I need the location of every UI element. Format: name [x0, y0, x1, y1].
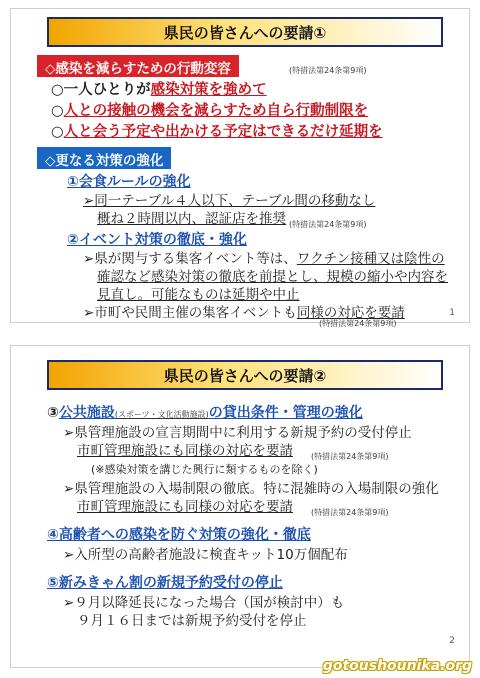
behavior-item-2-prefix: ○ — [51, 103, 64, 119]
mican-discount-line-1: ➢９月以降延長になった場合（国が検討中）も — [63, 595, 345, 611]
event-measures-note: (特措法第24条第9項) — [319, 319, 397, 328]
public-facility-title-a: 公共施設 — [58, 405, 115, 421]
section-behavior-change-heading: ◇感染を減らすための行動変容 — [37, 55, 239, 77]
slide-1-title-banner — [47, 17, 443, 47]
slide-1 — [10, 8, 470, 328]
behavior-item-1-highlight: 感染対策を強めて — [150, 82, 267, 98]
public-facility-line-2: 市町管理施設にも同様の対応を要請 — [77, 443, 293, 459]
behavior-item-3 — [51, 123, 383, 141]
event-measures-title: ②イベント対策の徹底・強化 — [67, 232, 247, 248]
public-facility-title — [47, 404, 363, 424]
public-facility-line-4: ➢県管理施設の入場制限の徹底。特に混雑時の入場制限の強化 — [63, 481, 439, 497]
event-measures-line-4b: 同様の対応を要請 — [296, 305, 405, 321]
mican-discount-line-2: ９月１６日までは新規予約受付を停止 — [77, 613, 307, 629]
behavior-item-3-prefix: ○ — [51, 124, 64, 140]
event-measures-line-3: 見直し。可能なものは延期や中止 — [97, 287, 300, 303]
slide-2 — [10, 345, 470, 668]
slide-2-page-number: 2 — [449, 636, 455, 646]
section-behavior-change-note: (特措法第24条第9項) — [289, 66, 367, 75]
event-measures-line-1 — [83, 250, 445, 268]
public-facility-title-note: (スポーツ・文化活動施設) — [114, 410, 209, 419]
dining-rule-title: ①会食ルールの強化 — [67, 174, 191, 190]
public-facility-line-5-note: (特措法第24条第9項) — [311, 508, 389, 517]
dining-rule-line-2: 概ね２時間以内、認証店を推奨 — [97, 211, 286, 227]
event-measures-line-1b: ワクチン接種又は陰性の — [296, 251, 445, 267]
section-strengthen-heading: ◇更なる対策の強化 — [37, 147, 171, 169]
event-measures-line-2: 確認など感染対策の徹底を前提とし、規模の縮小や内容を — [97, 269, 448, 285]
slide-1-title: 県民の皆さんへの要請① — [163, 23, 327, 42]
public-facility-number: ③ — [47, 405, 59, 421]
behavior-item-1 — [51, 81, 267, 99]
event-measures-line-1a: ➢県が関与する集客イベント等は、 — [83, 251, 297, 267]
slide-2-title: 県民の皆さんへの要請② — [163, 366, 327, 385]
behavior-item-2 — [51, 102, 368, 120]
event-measures-line-4a: ➢市町や民間主催の集客イベントも — [83, 305, 297, 321]
behavior-item-1-prefix: ○一人ひとりが — [51, 82, 151, 98]
behavior-item-2-highlight: 人との接触の機会を減らすため自ら行動制限を — [63, 103, 369, 119]
public-facility-line-5: 市町管理施設にも同様の対応を要請 — [77, 499, 293, 515]
elderly-protection-line-1: ➢入所型の高齢者施設に検査キット10万個配布 — [63, 547, 348, 563]
elderly-protection-title: ④高齢者への感染を防ぐ対策の強化・徹底 — [47, 527, 311, 543]
watermark-logo: gotoushounika.org — [322, 658, 472, 674]
behavior-item-3-highlight: 人と会う予定や出かける予定はできるだけ延期を — [63, 124, 383, 140]
public-facility-title-b: の貸出条件・管理の強化 — [208, 405, 363, 421]
slide-2-title-banner — [47, 360, 443, 390]
dining-rule-note: (特措法第24条第9項) — [289, 220, 367, 229]
public-facility-line-1: ➢県管理施設の宣言期間中に利用する新規予約の受付停止 — [63, 425, 412, 441]
mican-discount-title: ⑤新みきゃん割の新規予約受付の停止 — [47, 575, 283, 591]
public-facility-line-3: (※感染対策を講じた興行に類するものを除く) — [91, 463, 318, 476]
dining-rule-line-1: ➢同一テーブル４人以下、テーブル間の移動なし — [83, 193, 376, 209]
slide-1-page-number: 1 — [449, 308, 455, 318]
public-facility-line-2-note: (特措法第24条第9項) — [311, 452, 389, 461]
